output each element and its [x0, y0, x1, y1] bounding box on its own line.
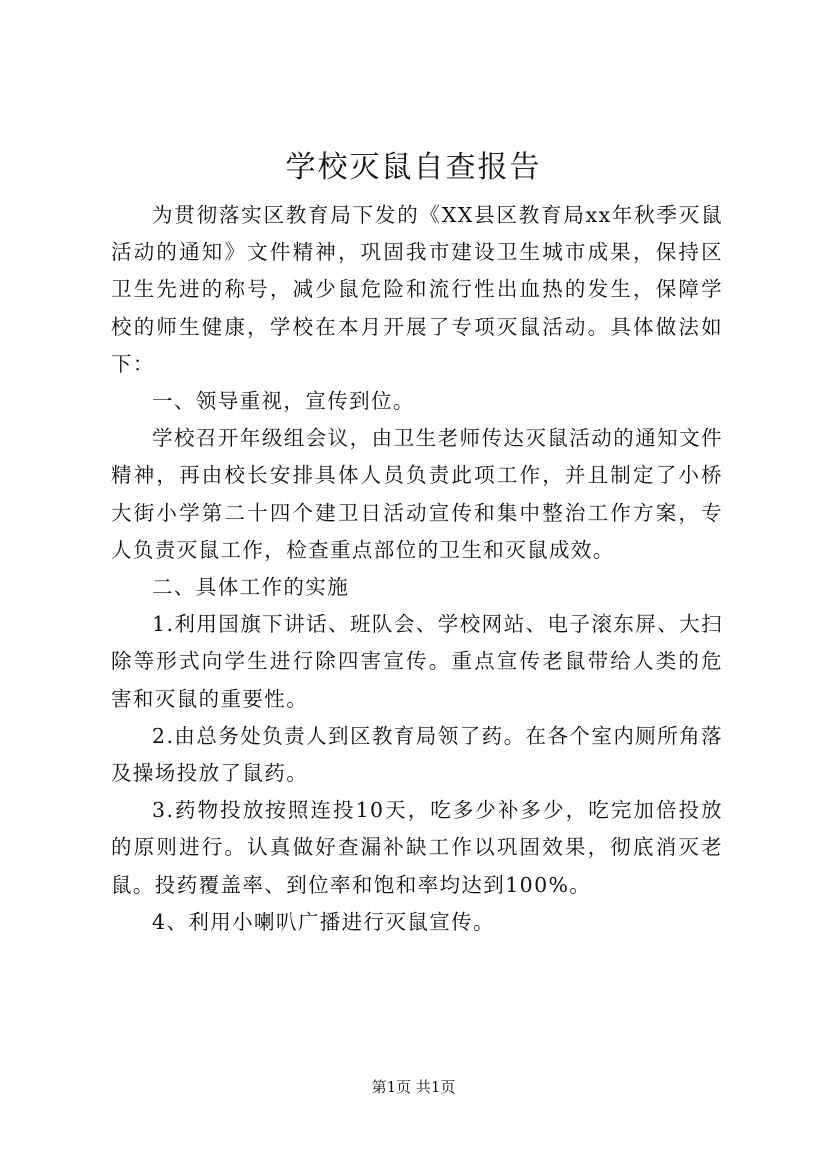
page-number-footer: 第1页 共1页 — [371, 1078, 456, 1096]
document-title: 学校灭鼠自查报告 — [285, 150, 542, 185]
paragraph-item-2: 2.由总务处负责人到区教育局领了药。在各个室内厕所角落及操场投放了鼠药。 — [111, 723, 723, 786]
section-heading-2: 二、具体工作的实施 — [152, 575, 350, 600]
paragraph-meeting: 学校召开年级组会议，由卫生老师传达灭鼠活动的通知文件精神，再由校长安排具体人员负责此项工作，并且制定了小桥大街小学第二十四个建卫日活动宣传和集中整治工作方案，专人负责灭鼠工作，检查重点部位的卫生和灭鼠成效。 — [111, 426, 723, 562]
paragraph-item-1: 1.利用国旗下讲话、班队会、学校网站、电子滚东屏、大扫除等形式向学生进行除四害宣传。重点宣传老鼠带给人类的危害和灭鼠的重要性。 — [111, 612, 723, 711]
document-body — [111, 197, 723, 941]
paragraph-item-3: 3.药物投放按照连投10天，吃多少补多少，吃完加倍投放的原则进行。认真做好查漏补缺工作以巩固效果，彻底消灭老鼠。投药覆盖率、到位率和饱和率均达到100%。 — [111, 798, 723, 897]
paragraph-intro: 为贯彻落实区教育局下发的《XX县区教育局xx年秋季灭鼠活动的通知》文件精神，巩固我市建设卫生城市成果，保持区卫生先进的称号，减少鼠危险和流行性出血热的发生，保障学校的师生健康，学校在本月开展了专项灭鼠活动。具体做法如下： — [111, 203, 723, 376]
paragraph-item-4: 4、利用小喇叭广播进行灭鼠宣传。 — [152, 909, 495, 934]
section-heading-1: 一、领导重视，宣传到位。 — [152, 389, 415, 414]
